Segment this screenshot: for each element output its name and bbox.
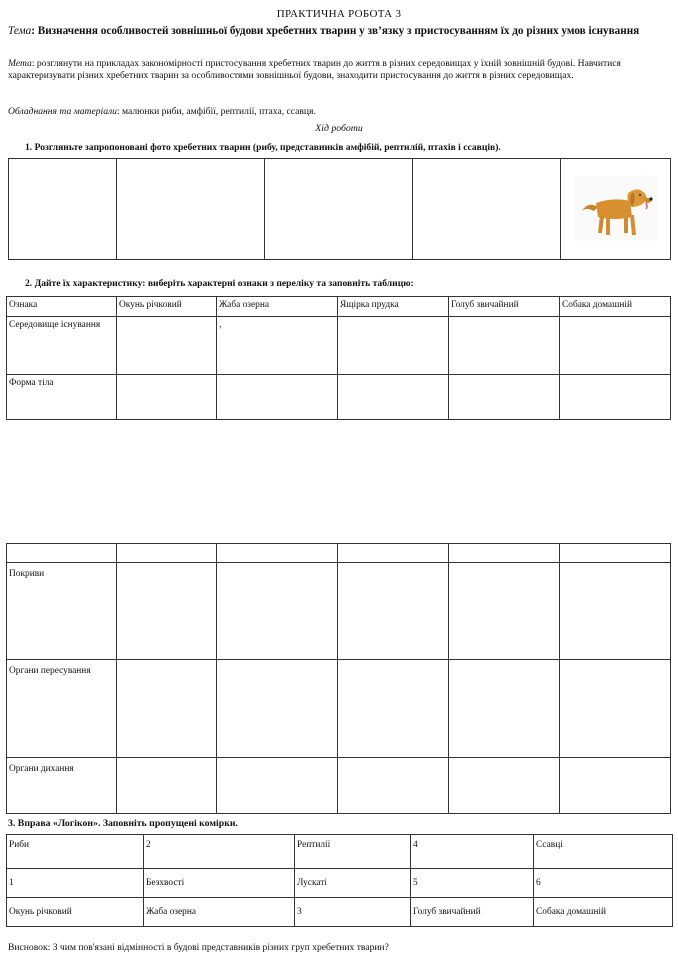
row-label: Середовище існування xyxy=(7,317,117,375)
table-row xyxy=(7,869,673,898)
answer-cell[interactable] xyxy=(338,317,449,375)
logikon-cell: Лускаті xyxy=(295,869,411,898)
header-cell: Окунь річковий xyxy=(117,297,217,317)
progress-heading: Хід роботи xyxy=(315,123,363,134)
logikon-cell[interactable]: 1 xyxy=(7,869,144,898)
logikon-cell: Рептилії xyxy=(295,835,411,869)
answer-cell[interactable] xyxy=(217,563,338,660)
logikon-cell[interactable]: 6 xyxy=(534,869,673,898)
logikon-cell: Собака домашній xyxy=(534,898,673,927)
answer-cell[interactable] xyxy=(449,660,560,758)
photo-cell[interactable] xyxy=(413,159,561,260)
materials-text: : малюнки риби, амфібії, рептилії, птаха, ссавця. xyxy=(116,106,316,117)
answer-cell[interactable] xyxy=(338,544,449,563)
table-row xyxy=(7,563,671,660)
photo-table xyxy=(8,158,671,260)
step-1-instruction: 1. Розгляньте запропоновані фото хребетних тварин (рибу, представників амфібій, рептилій, птахів і ссавців). xyxy=(25,142,501,153)
goal-text: : розглянути на прикладах закономірності пристосування хребетних тварин до життя в різних середовищах у їхній зовнішній будові. Навчитися характеризувати різних хребетних тварин за особливостями зовнішньої будови, знаходити пристосування до життя в різних середовищах. xyxy=(8,58,621,81)
logikon-cell[interactable]: 3 xyxy=(295,898,411,927)
answer-cell[interactable] xyxy=(560,544,671,563)
characteristics-table-continued xyxy=(6,543,671,814)
answer-cell[interactable] xyxy=(217,544,338,563)
header-cell: Жаба озерна xyxy=(217,297,338,317)
logikon-cell: Ссавці xyxy=(534,835,673,869)
logikon-cell[interactable]: 5 xyxy=(411,869,534,898)
answer-cell[interactable] xyxy=(449,758,560,814)
answer-cell[interactable] xyxy=(338,758,449,814)
logikon-cell: Окунь річковий xyxy=(7,898,144,927)
logikon-cell: Голуб звичайний xyxy=(411,898,534,927)
answer-cell[interactable] xyxy=(117,544,217,563)
header-cell: Собака домашній xyxy=(560,297,671,317)
photo-cell[interactable] xyxy=(9,159,117,260)
answer-cell[interactable] xyxy=(560,660,671,758)
answer-cell[interactable] xyxy=(338,660,449,758)
answer-cell[interactable] xyxy=(560,375,671,420)
answer-cell[interactable] xyxy=(117,317,217,375)
logikon-cell: Безхвості xyxy=(144,869,295,898)
row-label xyxy=(7,544,117,563)
logikon-cell[interactable]: 2 xyxy=(144,835,295,869)
answer-cell[interactable] xyxy=(449,544,560,563)
step-3-instruction: 3. Вправа «Логікон». Заповніть пропущені комірки. xyxy=(8,818,238,829)
step-2-instruction: 2. Дайте їх характеристику: виберіть характерні ознаки з переліку та заповніть таблицю: xyxy=(25,278,414,289)
answer-cell[interactable] xyxy=(338,563,449,660)
topic-paragraph xyxy=(8,24,670,38)
topic-text: : Визначення особливостей зовнішньої будови хребетних тварин у зв’язку з пристосуванням їх до різних умов існування xyxy=(31,25,640,37)
row-label: Покриви xyxy=(7,563,117,660)
topic-label: Тема xyxy=(8,25,32,37)
row-label: Органи пересування xyxy=(7,660,117,758)
answer-cell[interactable] xyxy=(560,563,671,660)
row-label: Органи дихання xyxy=(7,758,117,814)
answer-cell[interactable] xyxy=(217,317,338,375)
header-cell: Ящірка прудка xyxy=(338,297,449,317)
table-row xyxy=(7,660,671,758)
table-row xyxy=(7,544,671,563)
header-cell: Ознака xyxy=(7,297,117,317)
goal-paragraph xyxy=(8,58,670,81)
stray-mark: , xyxy=(219,320,222,330)
answer-cell[interactable] xyxy=(449,317,560,375)
answer-cell[interactable] xyxy=(117,563,217,660)
logikon-cell: Риби xyxy=(7,835,144,869)
answer-cell[interactable] xyxy=(449,375,560,420)
dog-photo-icon xyxy=(574,177,658,241)
answer-cell[interactable] xyxy=(217,758,338,814)
table-row xyxy=(7,758,671,814)
goal-label: Мета xyxy=(8,58,32,69)
answer-cell[interactable] xyxy=(560,758,671,814)
answer-cell[interactable] xyxy=(117,375,217,420)
photo-cell[interactable] xyxy=(117,159,265,260)
photo-row xyxy=(9,159,671,260)
page-title: ПРАКТИЧНА РОБОТА 3 xyxy=(276,8,402,20)
row-label: Форма тіла xyxy=(7,375,117,420)
answer-cell[interactable] xyxy=(217,660,338,758)
conclusion-text: Висновок: З чим пов'язані відмінності в будові представників різних груп хребетних тварин? xyxy=(8,942,389,953)
logikon-cell: Жаба озерна xyxy=(144,898,295,927)
table-row xyxy=(7,898,673,927)
table-row xyxy=(7,375,671,420)
answer-cell[interactable] xyxy=(449,563,560,660)
logikon-table xyxy=(6,834,673,927)
logikon-cell[interactable]: 4 xyxy=(411,835,534,869)
answer-cell[interactable] xyxy=(117,758,217,814)
header-cell: Голуб звичайний xyxy=(449,297,560,317)
photo-cell[interactable] xyxy=(561,159,671,260)
materials-paragraph xyxy=(8,106,316,117)
table-row xyxy=(7,835,673,869)
answer-cell[interactable] xyxy=(338,375,449,420)
photo-cell[interactable] xyxy=(265,159,413,260)
materials-label: Обладнання та матеріали xyxy=(8,106,117,117)
answer-cell[interactable] xyxy=(217,375,338,420)
table-row xyxy=(7,317,671,375)
characteristics-table xyxy=(6,296,671,420)
answer-cell[interactable] xyxy=(117,660,217,758)
table-header-row xyxy=(7,297,671,317)
answer-cell[interactable] xyxy=(560,317,671,375)
